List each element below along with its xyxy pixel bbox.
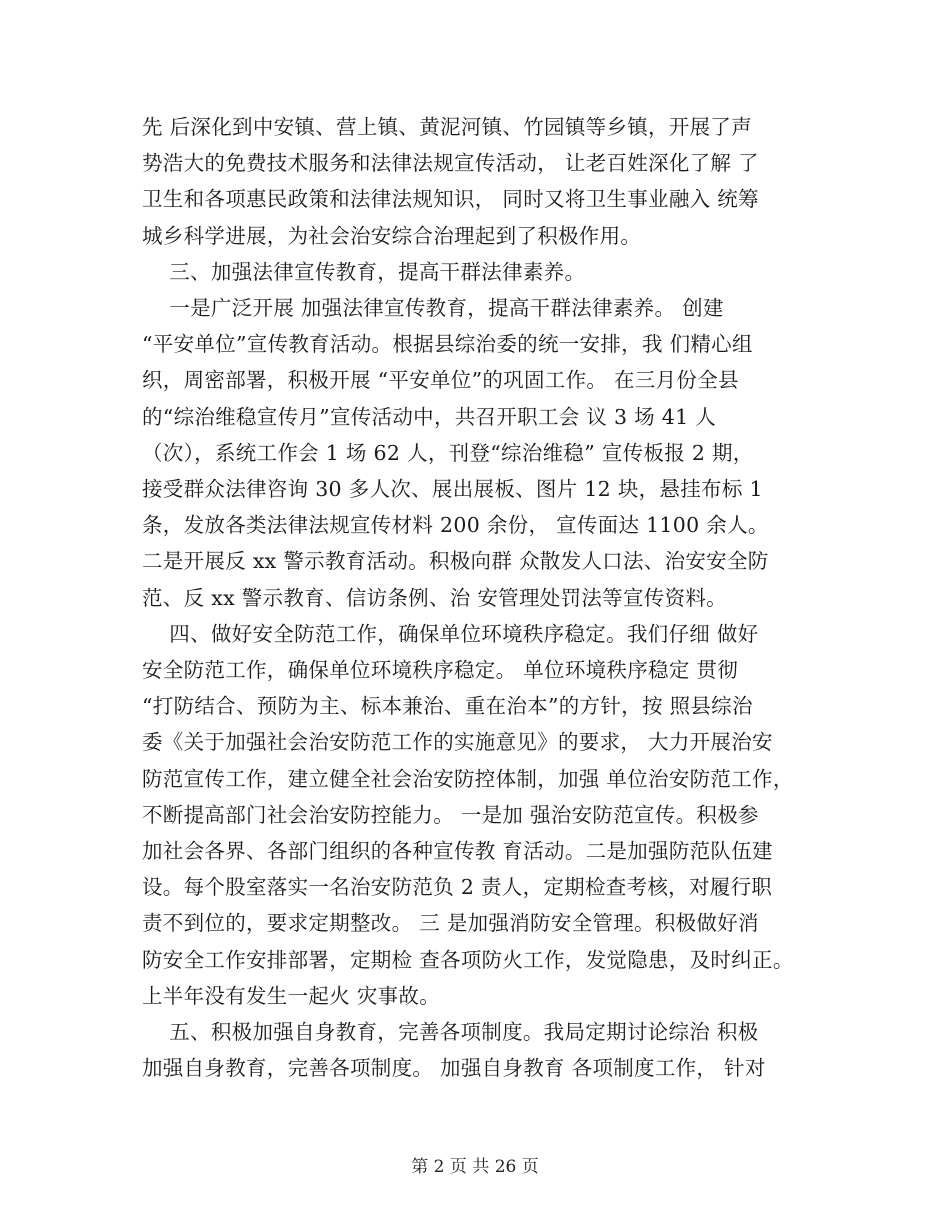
text-line: 卫生和各项惠民政策和法律法规知识， 同时又将卫生事业融入 统筹: [142, 187, 759, 212]
text-line: 设。每个股室落实一名治安防范负 2 责人，定期检查考核，对履行职: [142, 875, 773, 900]
text-line: 先 后深化到中安镇、营上镇、黄泥河镇、竹园镇等乡镇，开展了声: [142, 115, 753, 139]
text-line: 防安全工作安排部署，定期检 查各项防火工作，发觉隐患，及时纠正。: [142, 947, 794, 972]
text-line: “打防结合、预防为主、标本兼治、重在治本”的方针，按 照县综治: [142, 694, 753, 719]
text-line: 四、做好安全防范工作，确保单位环境秩序稳定。我们仔细 做好: [142, 621, 759, 646]
text-line: 的“综治维稳宣传月”宣传活动中，共召开职工会 议 3 场 41 人: [142, 404, 717, 429]
page-footer: 第 2 页 共 26 页: [411, 1157, 539, 1177]
text-line: 织，周密部署，积极开展 “平安单位”的巩固工作。 在三月份全县: [142, 368, 739, 393]
text-line: 二是开展反 xx 警示教育活动。积极向群 众散发人口法、治安安全防: [142, 549, 769, 574]
text-line: 安全防范工作，确保单位环境秩序稳定。 单位环境秩序稳定 贯彻: [142, 658, 739, 682]
text-line: 条，发放各类法律法规宣传材料 200 余份， 宣传面达 1100 余人。: [142, 513, 769, 538]
text-line: 范、反 xx 警示教育、信访条例、治 安管理处罚法等宣传资料。: [142, 585, 727, 610]
text-line: 防范宣传工作，建立健全社会治安防控体制，加强 单位治安防范工作，: [142, 766, 794, 791]
text-line: 五、积极加强自身教育，完善各项制度。我局定期讨论综治 积极: [142, 1020, 759, 1044]
text-line: （次），系统工作会 1 场 62 人，刊登“综治维稳” 宣传板报 2 期，: [142, 440, 754, 465]
text-line: 势浩大的免费技术服务和法律法规宣传活动， 让老百姓深化了解 了: [142, 151, 759, 176]
text-line: 不断提高部门社会治安防控能力。 一是加 强治安防范宣传。积极参: [142, 802, 759, 827]
text-line: 城乡科学进展，为社会治安综合治理起到了积极作用。: [142, 223, 642, 248]
text-line: 接受群众法律咨询 30 多人次、展出展板、图片 12 块，悬挂布标 1: [142, 477, 763, 501]
text-line: 加社会各界、各部门组织的各种宣传教 育活动。二是加强防范队伍建: [142, 839, 773, 863]
text-line: 上半年没有发生一起火 灾事故。: [142, 983, 441, 1008]
text-line: 三、加强法律宣传教育，提高干群法律素养。: [142, 259, 586, 284]
text-line: “平安单位”宣传教育活动。根据县综治委的统一安排，我 们精心组: [142, 332, 753, 357]
text-line: 一是广泛开展 加强法律宣传教育，提高干群法律素养。 创建: [142, 296, 724, 320]
text-line: 责不到位的，要求定期整改。 三 是加强消防安全管理。积极做好消: [142, 911, 759, 936]
text-line: 委《关于加强社会治安防范工作的实施意见》的要求， 大力开展治安: [142, 730, 773, 755]
text-line: 加强自身教育，完善各项制度。 加强自身教育 各项制度工作， 针对: [142, 1056, 766, 1081]
